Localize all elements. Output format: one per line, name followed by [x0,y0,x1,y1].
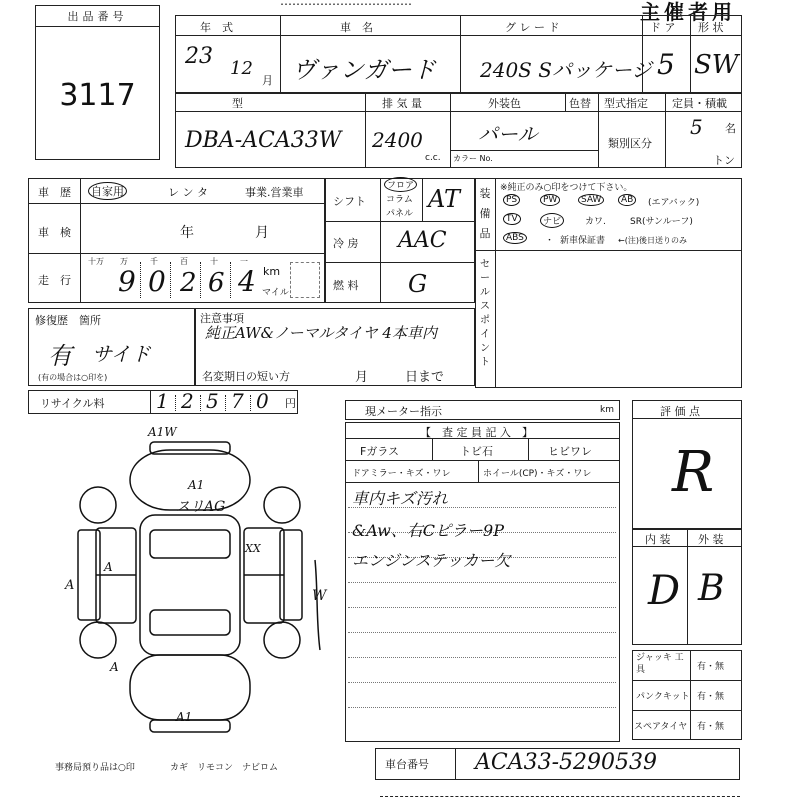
equip-leather[interactable]: カワ. [585,217,606,227]
recycle-label: リサイクル料 [40,397,105,410]
mileage-digit-1: 9 [118,265,136,298]
notes-label: 注意事項 [200,312,244,325]
rental[interactable]: レ ン タ [168,186,208,199]
diagram-right-xx: XX [245,542,261,555]
diagram-front: A1W [148,425,177,439]
equip-ab[interactable]: AB [618,194,636,206]
spare-yes-no[interactable]: 有・無 [697,722,725,732]
rating-label: 評 価 点 [660,405,700,418]
repair-have: 有 [48,342,72,370]
organizer-use: 主催者用 [640,0,736,24]
capacity-label: 定員・積載 [672,97,727,110]
mile-unit: マイル [262,288,289,298]
repair-side: サイド [92,342,151,366]
expiry-month: 月 [355,370,369,385]
km-unit: km [263,265,281,278]
repair-label: 修復歴 箇所 [35,314,101,327]
digit-label-4: 百 [180,257,188,266]
displacement-label: 排 気 量 [382,97,422,110]
jack-yes-no[interactable]: 有・無 [697,662,725,672]
shift-value: AT [428,185,461,213]
exterior-grade-value: B [698,568,725,609]
diagram-left-a2: A [104,560,113,574]
interior-label: 内 装 [645,533,671,546]
inspection-month-unit: 月 [255,225,269,241]
color-no-label: カラー No. [453,154,493,163]
sales-point-label: セールスポイント [480,259,490,368]
interior-value: D [648,568,681,614]
chassis-label: 車台番号 [385,758,429,771]
lot-label: 出品番号 [67,10,128,23]
ton-unit: トン [713,154,735,167]
category-label: 類別区分 [608,137,652,150]
equipment-note: ※純正のみ○印をつけて下さい。 [500,183,633,193]
recycle-digit-4: 7 [231,389,244,413]
equip-ps[interactable]: PS [503,194,520,206]
equip-dot: ・ [545,236,555,246]
recycle-digit-5: 0 [256,389,269,413]
diagram-rear: A1 [176,710,193,724]
business-use[interactable]: 事業.営業車 [245,186,304,199]
month-value: 12 [230,58,253,79]
f-glass: Fガラス [360,445,399,458]
chassis-value: ACA33-5290539 [475,750,658,775]
mileage-digit-3: 2 [180,268,197,298]
expiry-label: 名変期日の短い方 [202,370,290,383]
fuel-value: G [408,270,428,298]
diagram-roof-note: スリAG [176,499,226,515]
shift-panel[interactable]: パネル [386,209,414,219]
rating-value: R [672,440,715,505]
recycle-digit-1: 1 [156,389,169,413]
equipment-label: 装備品 [479,187,491,240]
digit-label-1: 十万 [88,257,104,266]
cc-unit: c.c. [425,153,441,163]
inspection-year-unit: 年 [180,225,194,241]
recycle-digit-2: 2 [181,389,194,413]
inspection-note-3: エンジンステッカー欠 [352,551,511,570]
type-value: DBA-ACA33W [185,128,342,153]
equipment-box [475,178,742,388]
color-label: 色替 [569,97,591,110]
ac-value: AAC [398,228,447,253]
shift-label: シフト [333,195,366,208]
inspection-label: 車 検 [38,226,71,239]
diagram-hood: A1 [188,478,205,492]
mileage-digit-2: 0 [148,265,166,298]
inspection-note-1: 車内キズ汚れ [352,489,448,508]
header-title: …………………………… [280,0,412,8]
capacity-value: 5 [690,115,703,139]
grade-value: 240S Sパッケージ [480,58,652,82]
mileage-label: 走 行 [38,274,71,287]
car-diagram [60,420,340,750]
diagram-right-w: W [312,588,327,604]
recycle-unit: 円 [285,397,296,410]
digit-label-5: 十 [210,257,218,266]
expiry-day: 日まで [405,370,445,385]
lot-box [35,5,160,160]
private-use[interactable]: 自家用 [88,182,127,200]
displacement-value: 2400 [372,128,423,152]
body-value: SW [694,50,739,80]
digit-label-3: 千 [150,257,158,266]
mileage-digit-5: 4 [238,265,256,298]
digit-label-2: 万 [120,257,128,266]
model-designation-label: 型式指定 [604,97,648,110]
digit-label-6: 一 [240,257,248,266]
mileage-digit-4: 6 [208,268,225,298]
diagram-left-a: A [65,578,75,593]
mileage-check-box[interactable] [290,262,320,298]
equip-navi[interactable]: ナビ [540,213,564,228]
equip-pw[interactable]: PW [540,194,560,206]
shift-column[interactable]: コラム [386,195,413,205]
tobi-ishi: トビ石 [460,445,493,458]
notes-value: 純正AW&ノーマルタイヤ 4本車内 [205,324,437,342]
body-label: 形 状 [698,21,724,34]
year-value: 23 [185,44,213,69]
equip-ab-text: (エアバック) [648,198,700,208]
month-unit: 月 [262,74,273,87]
equip-sr[interactable]: SR(サンルーフ) [630,217,693,227]
lot-number: 3117 [59,78,136,113]
meter-label: 現メーター指示 [365,405,442,418]
equip-abs[interactable]: ABS [503,232,527,244]
puncture-yes-no[interactable]: 有・無 [697,692,725,702]
inspection-note-2: &Aw、右Cピラー9P [352,521,504,540]
recycle-digit-3: 5 [206,389,219,413]
make-label: 車 名 [340,21,373,34]
exterior-value: パール [478,122,538,146]
hibi-ware: ヒビワレ [548,445,592,458]
ac-label: 冷 房 [333,237,359,250]
spare-label: スペアタイヤ [634,722,688,732]
jack-label: ジャッキ 工 具 [636,653,684,675]
type-label: 型 [232,97,243,110]
equip-saw[interactable]: SAW [578,194,604,206]
year-label: 年 式 [200,21,233,34]
doors-value: 5 [657,48,675,81]
inspection-header: 【 査 定 員 記 入 】 [420,426,533,439]
equip-tv[interactable]: TV [503,213,521,225]
equip-warranty-note: ←(注)後日送りのみ [618,236,687,245]
door-mirror: ドアミラー・キズ・ワレ [352,469,451,479]
meter-unit: km [600,405,614,415]
exterior-grade-label: 外 装 [698,533,724,546]
history-label: 車 歴 [38,186,71,199]
grade-label: グ レ ー ド [505,21,560,34]
diagram-left-a3: A [110,660,119,674]
capacity-unit: 名 [725,122,736,135]
keys-label: カギ リモコン ナビロム [170,763,279,773]
shift-floor[interactable]: フロア [384,177,417,192]
puncture-label: パンクキット [636,692,690,702]
wheel: ホイール(CP)・キズ・ワレ [483,469,592,479]
office-items-label: 事務局預り品は○印 [55,763,135,773]
door-label: ド ア [650,21,676,34]
equip-warranty[interactable]: 新車保証書 [560,236,606,246]
exterior-label: 外装色 [488,97,521,110]
fuel-label: 燃 料 [333,279,359,292]
car-name: ヴァンガード [292,56,436,84]
repair-footnote: (有の場合は○印を) [38,373,108,382]
